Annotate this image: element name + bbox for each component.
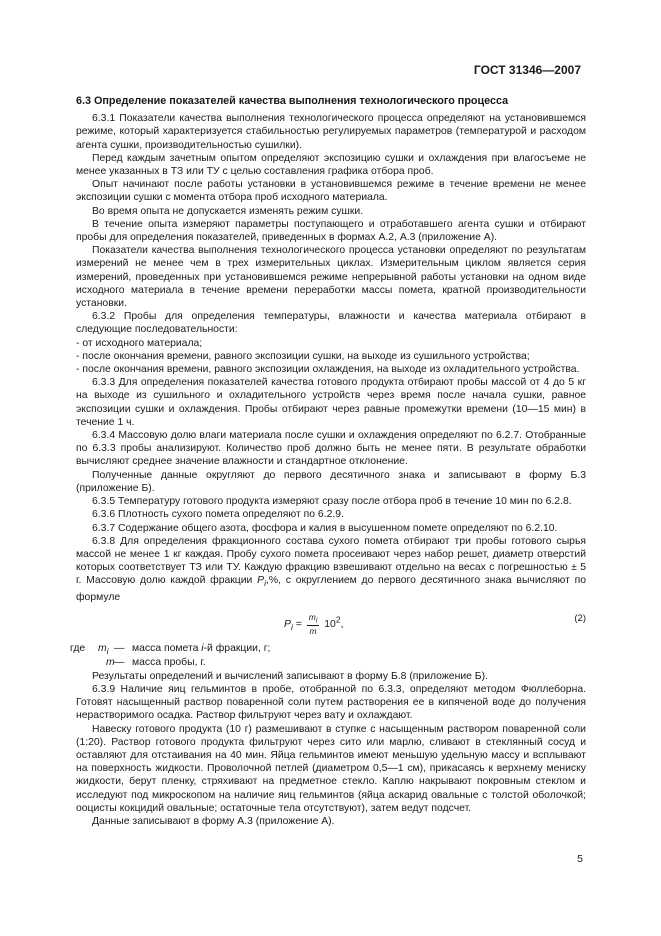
formula-tail: , (340, 618, 344, 630)
legend-label: где (70, 642, 86, 654)
section-title: 6.3 Определение показателей качества выполнения технологического процесса (76, 95, 509, 107)
symbol-p-sub: i (264, 578, 267, 589)
formula-numerator: $m_i$ (308, 611, 318, 625)
formula-expression (284, 612, 344, 637)
legend-text: масса пробы, г. (132, 656, 206, 668)
formula-legend (70, 642, 586, 670)
formula-lhs-sub: i (290, 621, 293, 632)
paragraph: В течение опыта измеряют параметры поступающего и отработавшего агента сушки и отбирают пробы для определения показателей, приведенных в формах А.2, А.3 (приложение А). (76, 218, 586, 244)
paragraph: Полученные данные округляют до первого десятичного знака и записывают в форму Б.3 (приложение Б). (76, 469, 586, 494)
legend-symbol: m (106, 656, 115, 668)
paragraph: 6.3.3 Для определения показателей качества готового продукта отбирают пробы массой от 4 до 5 кг на выходе из сушильного и охладительного устройств через время после начала сушки, равное экспозиции сушки и охлаждения. Пробы отбирают через равные промежутки времени (10—15 мин) в течение 1 ч. (76, 377, 586, 428)
paragraph: Результаты определений и вычислений записывают в форму Б.8 (приложение Б). (92, 670, 488, 682)
document-body (70, 95, 587, 828)
paragraph: 6.3.9 Наличие яиц гельминтов в пробе, отобранной по 6.3.3, определяют методом Фюллеборна. Готовят насыщенный раствор поваренной соли путем растворения ее в кипяченой воде до получения нерастворимого осадка. Раствор фильтруют через вату и охлаждают. (76, 684, 586, 722)
paragraph-text: , с округлением до первого десятичного знака вычисляют по формуле (76, 575, 587, 603)
symbol-p: P (257, 575, 265, 587)
legend-text: масса помета i-й фракции, г; (132, 642, 271, 654)
formula-number: (2) (574, 612, 586, 624)
paragraph: 6.3.6 Плотность сухого помета определяют по 6.2.9. (92, 509, 344, 521)
formula-block (76, 608, 586, 638)
paragraph: Данные записывают в форму А.3 (приложение А). (92, 816, 335, 828)
paragraph: Перед каждым зачетным опытом определяют экспозицию сушки и охлаждения при влагосъеме не менее указанных в ТЗ или ТУ с целью составления графика отбора проб. (76, 152, 586, 178)
page-number: 5 (577, 852, 583, 865)
legend-dash: — (114, 656, 125, 668)
paragraph: Навеску готового продукта (10 г) размешивают в ступке с насыщенным раствором поваренной соли (1:20). Раствор готового продукта фильтруют через сито или марлю, сливают в стеклянный сосуд и оставляют для отстаивания на 40 мин. Яйца гельминтов имеют меньшую удельную массу и всплывают на поверхность жидкости. Проволочной петлей (диаметром 0,5—1 см), прикасаясь к верхнему мениску жидкости, берут пленку, стряхивают на предметное стекло. Каплю накрывают покровным стеклом и исследуют под микроскопом на наличие яиц гельминтов (яйца аскарид овальные с толстой оболочкой; ооцисты кокцидий овальные; остаточные тела отсутствуют), затем ведут подсчет. (76, 723, 586, 814)
legend-row (70, 642, 586, 656)
paragraph-text: 6.3.8 Для определения фракционного состава сухого помета отбирают три пробы готового сырья массой не менее 1 кг каждая. Пробу сухого помета просеивают через набор решет, диаметр отверстий которых соответствует ТЗ или ТУ. Каждую фракцию взвешивают отдельно на весах с погрешностью ± 5 г. Массовую долю каждой фракции (76, 535, 586, 587)
list-item: - после окончания времени, равного экспозиции охлаждения, на выходе из охладительного устройства. (76, 364, 580, 376)
list-item: - после окончания времени, равного экспозиции сушки, на выходе из сушильного устройства; (76, 350, 530, 362)
formula-exponent: 2 (335, 614, 341, 625)
paragraph: 6.3.1 Показатели качества выполнения технологического процесса определяют на установившемся режиме, который характеризуется стабильностью регулируемых параметров (температурой и расходом агента сушки, производительностью сушилки). (76, 113, 586, 151)
paragraph: Показатели качества выполнения технологического процесса установки определяют по результатам измерений не менее чем в трех измерительных циклах. Измерительным циклом является серия измерений, проведенных при установившемся режиме непрерывной работы установки на одном виде исходного материала в течение времени переработки массы помета, кратной производительности установки. (76, 245, 586, 310)
formula-lhs: P (284, 618, 291, 630)
list-item: - от исходного материала; (76, 337, 203, 349)
legend-symbol: $m_i$ (98, 642, 109, 656)
paragraph: 6.3.7 Содержание общего азота, фосфора и калия в высушенном помете определяют по 6.2.10. (92, 522, 558, 534)
legend-dash: — (114, 642, 125, 654)
paragraph: Опыт начинают после работы установки в установившемся режиме в течение времени не менее экспозиции сушки с момента отбора проб исходного материала. (76, 179, 586, 204)
symbol-percent: ,% (266, 575, 279, 587)
paragraph-fraction-method (76, 535, 586, 604)
paragraph: 6.3.4 Массовую долю влаги материала после сушки и охлаждения определяют по 6.2.7. Отобранные по 6.3.3 пробы анализируют. Количество проб должно быть не менее пяти. В результате обработки вычисляют среднее значение влажности и стандартное отклонение. (76, 430, 586, 468)
document-code-header: ГОСТ 31346—2007 (473, 63, 581, 77)
formula-fraction (307, 612, 320, 637)
legend-row (76, 656, 586, 670)
paragraph: Во время опыта не допускается изменять режим сушки. (92, 205, 364, 217)
paragraph: 6.3.2 Пробы для определения температуры, влажности и качества материала отбирают в следующие последовательности: (76, 311, 586, 336)
formula-denominator: m (309, 626, 317, 637)
paragraph: 6.3.5 Температуру готового продукта измеряют сразу после отбора проб в течение 10 мин по 6.2.8. (92, 496, 572, 508)
formula-equals: = (292, 618, 305, 630)
formula-factor: 10 (324, 618, 336, 630)
